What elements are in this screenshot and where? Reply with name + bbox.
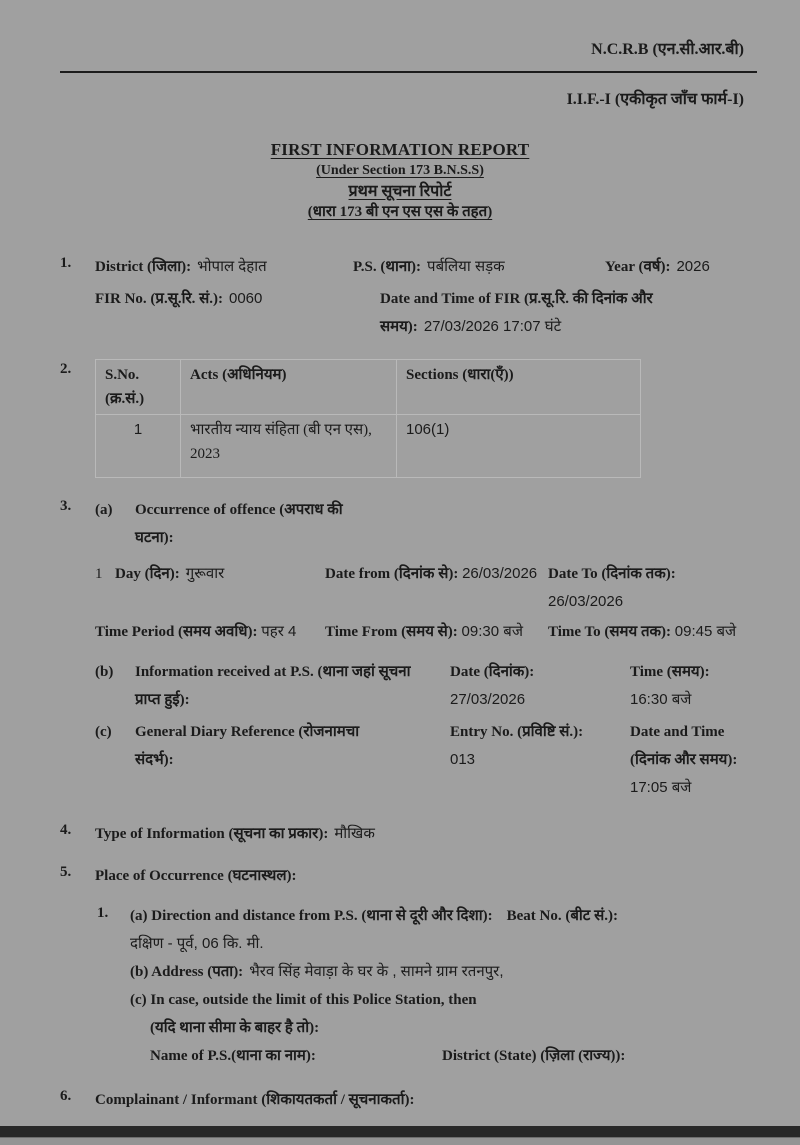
section-3 xyxy=(60,496,760,802)
section-4-number: 4. xyxy=(60,822,72,838)
sno-cell: 1 xyxy=(96,415,181,478)
type-of-information-label: Type of Information (सूचना का प्रकार): xyxy=(95,826,329,842)
general-diary-label: General Diary Reference (रोजनामचा संदर्भ): xyxy=(135,724,360,768)
police-station-value: पर्बलिया सड़क xyxy=(427,258,505,275)
section-5-sub-number: 1. xyxy=(97,905,109,921)
info-time-field xyxy=(630,658,760,714)
section-5-number: 5. xyxy=(60,864,72,880)
fir-number-label: FIR No. (प्र.सू.रि. सं.): xyxy=(95,291,223,307)
acts-sections-table xyxy=(95,359,641,478)
direction-distance-row xyxy=(130,902,760,930)
day-field xyxy=(95,560,325,616)
report-title-block xyxy=(0,139,800,223)
sub-c-marker: (c) xyxy=(95,724,112,740)
address-row xyxy=(130,958,760,986)
direction-distance-value: दक्षिण - पूर्व, 06 कि. मी. xyxy=(130,935,264,952)
info-time-label: Time (समय): xyxy=(630,664,710,680)
info-date-label: Date (दिनांक): xyxy=(450,664,535,680)
district-state-label: District (State) (ज़िला (राज्य)): xyxy=(442,1048,626,1064)
ps-name-district-row xyxy=(150,1042,760,1070)
fir-datetime-value: 27/03/2026 17:07 घंटे xyxy=(423,318,562,335)
year-label: Year (वर्ष): xyxy=(605,259,671,275)
district-label: District (जिला): xyxy=(95,259,192,275)
sections-cell: 106(1) xyxy=(397,415,641,478)
date-from-field xyxy=(325,560,548,616)
section-3-number: 3. xyxy=(60,498,72,514)
acts-column-header: Acts (अधिनियम) xyxy=(181,360,397,415)
sno-column-header: S.No. (क्र.सं.) xyxy=(96,360,181,415)
type-of-information-value: मौखिक xyxy=(334,825,375,842)
information-received-label: Information received at P.S. (थाना जहां सूचना प्राप्त हुई): xyxy=(135,664,411,708)
complainant-informant-label: Complainant / Informant (शिकायतकर्ता / सूचनाकर्ता): xyxy=(95,1092,415,1108)
header-divider-line xyxy=(60,71,757,73)
time-period-label: Time Period (समय अवधि): xyxy=(95,624,258,640)
place-of-occurrence-label: Place of Occurrence (घटनास्थल): xyxy=(95,868,297,884)
gd-datetime-label: Date and Time (दिनांक और समय): xyxy=(630,724,738,768)
entry-no-field xyxy=(450,718,630,802)
time-period-field xyxy=(95,618,325,646)
time-to-label: Time To (समय तक): xyxy=(548,624,672,640)
outside-limit-label-english: (c) In case, outside the limit of this Police Station, then xyxy=(130,992,477,1008)
occurrence-of-offence-label: Occurrence of offence (अपराध की घटना): xyxy=(135,502,343,546)
year-field xyxy=(605,253,760,281)
report-subtitle-english: (Under Section 173 B.N.S.S) xyxy=(316,163,484,178)
outside-limit-label-hindi: (यदि थाना सीमा के बाहर है तो): xyxy=(150,1020,320,1036)
date-from-label: Date from (दिनांक से): xyxy=(325,566,459,582)
info-time-value: 16:30 बजे xyxy=(630,691,692,708)
day-label: Day (दिन): xyxy=(115,566,180,582)
occurrence-row-number: 1 xyxy=(95,566,103,582)
district-value: भोपाल देहात xyxy=(197,258,267,275)
section-2 xyxy=(60,359,760,478)
type-of-information-field xyxy=(95,820,760,848)
scan-bottom-bar xyxy=(0,1126,800,1137)
acts-table-row xyxy=(96,415,641,478)
address-value: भैरव सिंह मेवाड़ा के घर के , सामने ग्राम रतनपुर, xyxy=(249,963,504,980)
date-to-field xyxy=(548,560,760,616)
gd-datetime-value: 17:05 बजे xyxy=(630,779,692,796)
acts-table-header-row xyxy=(96,360,641,415)
section-1-number: 1. xyxy=(60,255,72,271)
sub-a-marker: (a) xyxy=(95,502,113,518)
act-cell: भारतीय न्याय संहिता (बी एन एस), 2023 xyxy=(181,415,397,478)
sections-column-header: Sections (धारा(एँ)) xyxy=(397,360,641,415)
time-period-value: पहर 4 xyxy=(261,623,297,640)
gd-datetime-field xyxy=(630,718,760,802)
section-4 xyxy=(60,820,760,848)
information-received-field xyxy=(135,658,450,714)
date-to-value: 26/03/2026 xyxy=(548,593,624,610)
ncrb-header-label: N.C.R.B (एन.सी.आर.बी) xyxy=(591,41,744,58)
section-1-row-1 xyxy=(95,253,760,281)
section-6 xyxy=(60,1086,760,1114)
general-diary-field xyxy=(135,718,450,802)
info-date-value: 27/03/2026 xyxy=(450,691,526,708)
police-station-label: P.S. (थाना): xyxy=(353,259,422,275)
info-date-field xyxy=(450,658,630,714)
time-to-value: 09:45 बजे xyxy=(674,623,737,640)
fir-datetime-field xyxy=(380,285,760,341)
report-title-hindi: प्रथम सूचना रिपोर्ट xyxy=(348,183,452,200)
section-6-number: 6. xyxy=(60,1088,72,1104)
entry-no-label: Entry No. (प्रविष्टि सं.): xyxy=(450,724,584,740)
iif-form-label: I.I.F.-I (एकीकृत जाँच फार्म-I) xyxy=(566,91,744,108)
day-value: गुरूवार xyxy=(185,565,225,582)
occurrence-details-grid xyxy=(95,560,760,646)
section-5-sub-1 xyxy=(97,902,760,1070)
occurrence-heading-row xyxy=(95,496,760,552)
date-from-value: 26/03/2026 xyxy=(462,565,538,582)
entry-no-value: 013 xyxy=(450,751,476,768)
time-to-field xyxy=(548,618,760,646)
police-station-field xyxy=(353,253,605,281)
scan-bottom-strip xyxy=(0,1137,800,1145)
date-to-label: Date To (दिनांक तक): xyxy=(548,566,676,582)
name-of-ps-label: Name of P.S.(थाना का नाम): xyxy=(150,1048,316,1064)
time-from-value: 09:30 बजे xyxy=(461,623,523,640)
fir-number-value: 0060 xyxy=(229,290,263,307)
fir-datetime-label: Date and Time of FIR (प्र.सू.रि. की दिनांक और समय): xyxy=(380,291,653,335)
general-diary-row xyxy=(95,718,760,802)
address-label: (b) Address (पता): xyxy=(130,964,244,980)
year-value: 2026 xyxy=(676,258,710,275)
section-5 xyxy=(60,862,760,890)
district-field xyxy=(95,253,353,281)
fir-number-field xyxy=(95,285,380,341)
direction-distance-label: (a) Direction and distance from P.S. (थाना से दूरी और दिशा): xyxy=(130,908,493,924)
beat-no-label: Beat No. (बीट सं.): xyxy=(506,908,618,924)
information-received-row xyxy=(95,658,760,714)
time-from-field xyxy=(325,618,548,646)
time-from-label: Time From (समय से): xyxy=(325,624,458,640)
section-1 xyxy=(60,253,760,341)
sub-b-marker: (b) xyxy=(95,664,114,680)
report-subtitle-hindi: (धारा 173 बी एन एस एस के तहत) xyxy=(307,204,493,220)
section-1-row-2 xyxy=(95,285,760,341)
section-2-number: 2. xyxy=(60,361,72,377)
report-title-english: FIRST INFORMATION REPORT xyxy=(270,140,530,159)
